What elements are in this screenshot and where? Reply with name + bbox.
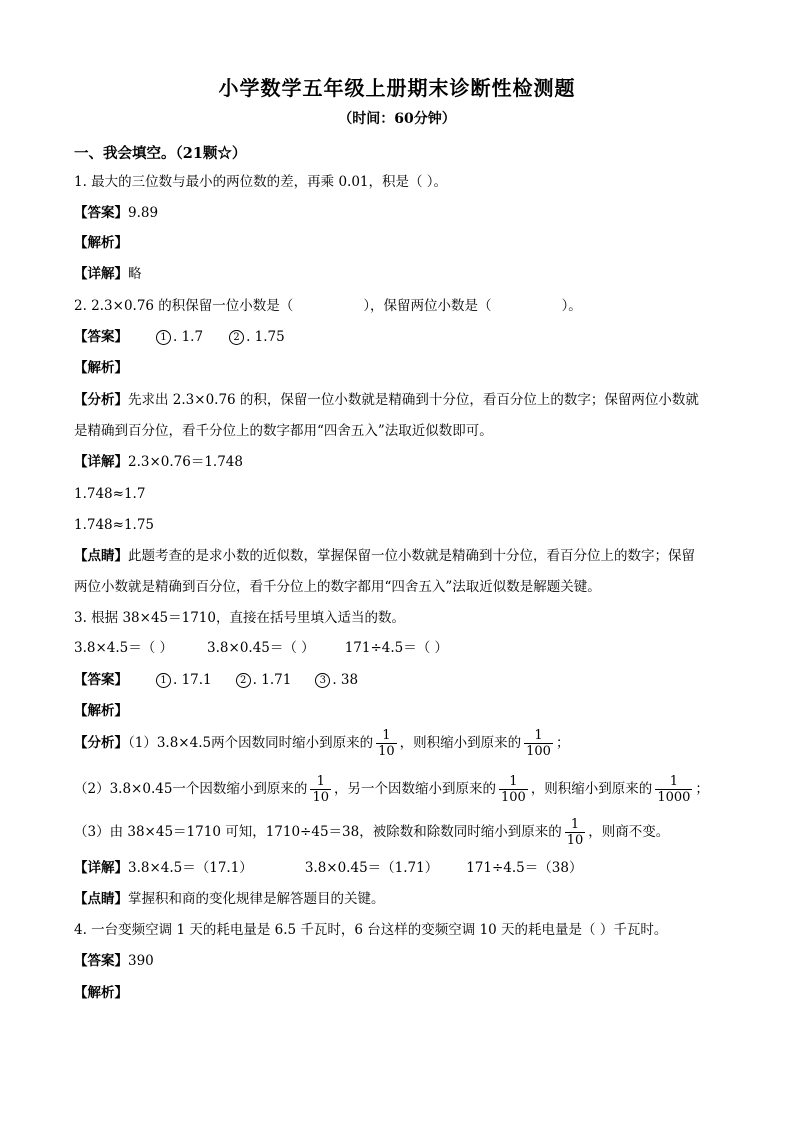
q1-answer-value: 9.89 [128,205,159,221]
circled-number: 2 [236,673,251,688]
q3-analysis-1-text: （1）3.8×4.5两个因数同时缩小到原来的 [128,735,374,751]
q2-text [74,296,582,316]
q3-analysis-1-mid: ，则积缩小到原来的 [399,735,522,751]
q3-detail-a: 3.8×4.5＝（17.1） [128,860,253,876]
q2-answer [74,327,285,347]
q1-answer [74,203,158,223]
q2-tip-text-1: 此题考查的是求小数的近似数，掌握保留一位小数就是精确到十分位，看百分位上的数字；保留 [128,548,695,564]
detail-label: 【详解】 [74,266,128,282]
q3-text: 3. 根据 38×45＝1710，直接在括号里填入适当的数。 [74,610,405,626]
q1-text: 1. 最大的三位数与最小的两位数的差，再乘 0.01，积是（ ）。 [74,174,448,190]
analysis-label: 【分析】 [74,735,128,751]
q2-tip-2: 两位小数就是精确到百分位，看千分位上的数字都用“四舍五入”法取近似数是解题关键。 [74,579,601,595]
q1-jiexi-label: 【解析】 [74,235,128,251]
q2-tip-1 [74,546,695,566]
q2-text-c: ）。 [561,298,582,314]
q3-analysis-1-end: ； [555,735,570,751]
tip-label: 【点睛】 [74,548,128,564]
q2-detail-3: 1.748≈1.75 [74,517,155,533]
page-title: 小学数学五年级上册期末诊断性检测题 [218,76,576,100]
detail-label: 【详解】 [74,860,128,876]
q3-detail-c: 171÷4.5＝（38） [466,860,583,876]
fraction: $\frac{1}{100}$ [526,728,551,759]
circled-number: 2 [229,330,244,345]
circled-number: 1 [156,673,171,688]
q3-analysis-2-mid2: ，则积缩小到原来的 [530,781,653,797]
analysis-label: 【分析】 [74,392,128,408]
q3-jiexi-label: 【解析】 [74,703,128,719]
q3-analysis-2-text: （2）3.8×0.45一个因数缩小到原来的 [74,781,308,797]
fraction: $\frac{1}{100}$ [500,774,526,805]
q3-answer [74,670,358,690]
q4-text: 4. 一台变频空调 1 天的耗电量是 6.5 千瓦时，6 台这样的变频空调 10 天的耗电量是（ ）千瓦时。 [74,922,668,938]
q2-jiexi-label: 【解析】 [74,360,128,376]
q1-detail-value: 略 [128,266,142,282]
circled-number: 1 [156,330,171,345]
page-subtitle: （时间：60分钟） [338,111,456,127]
q3-analysis-1 [74,726,569,760]
q3-blank-2: 3.8×0.45＝（ ） [207,640,315,656]
answer-label: 【答案】 [74,953,128,969]
fraction: $\frac{1}{10}$ [566,817,584,848]
answer-label: 【答案】 [74,672,128,688]
q3-analysis-2-mid1: ，另一个因数缩小到原来的 [333,781,496,797]
q3-answer-2: . 1.71 [252,672,292,688]
q3-tip-text: 掌握积和商的变化规律是解答题目的关键。 [128,891,385,907]
q2-text-a: 2. 2.3×0.76 的积保留一位小数是（ [74,298,294,314]
q3-analysis-2-end: ； [695,781,709,797]
q3-blank-1: 3.8×4.5＝（ ） [74,640,174,656]
q3-analysis-2 [74,772,709,806]
q2-answer-2: . 1.75 [246,329,285,345]
fraction: $\frac{1}{1000}$ [657,774,691,805]
fraction: $\frac{1}{10}$ [312,774,329,805]
q4-answer-value: 390 [128,953,154,969]
q3-detail [74,858,582,878]
q4-answer [74,951,154,971]
q3-analysis-3 [74,815,669,849]
q3-analysis-3-end: ，则商不变。 [588,824,670,840]
q2-text-b: ），保留两位小数是（ [363,298,492,314]
q2-analysis-1 [74,390,699,410]
q1-detail [74,264,142,284]
answer-label: 【答案】 [74,205,128,221]
q3-tip [74,889,385,909]
answer-label: 【答案】 [74,329,128,345]
circled-number: 3 [315,673,330,688]
q3-blanks [74,638,448,658]
q3-answer-1: . 17.1 [173,672,212,688]
q4-jiexi-label: 【解析】 [74,985,128,1001]
q3-answer-3: . 38 [332,672,359,688]
detail-label: 【详解】 [74,454,128,470]
q2-analysis-text-1: 先求出 2.3×0.76 的积，保留一位小数就是精确到十分位，看百分位上的数字；保留两位小数就 [128,392,699,408]
tip-label: 【点睛】 [74,891,128,907]
q2-answer-1: . 1.7 [173,329,204,345]
fraction: $\frac{1}{10}$ [378,728,395,759]
q2-analysis-2: 是精确到百分位，看千分位上的数字都用“四舍五入”法取近似数即可。 [74,423,493,439]
q3-detail-b: 3.8×0.45＝（1.71） [304,860,439,876]
q3-blank-3: 171÷4.5＝（ ） [344,640,449,656]
q2-detail-1 [74,452,243,472]
q3-analysis-3-text: （3）由 38×45＝1710 可知，1710÷45＝38，被除数和除数同时缩小到原来的 [74,824,562,840]
q2-detail-text-1: 2.3×0.76＝1.748 [128,454,243,470]
q2-detail-2: 1.748≈1.7 [74,486,146,502]
section-heading: 一、我会填空。（21颗☆） [74,145,247,162]
